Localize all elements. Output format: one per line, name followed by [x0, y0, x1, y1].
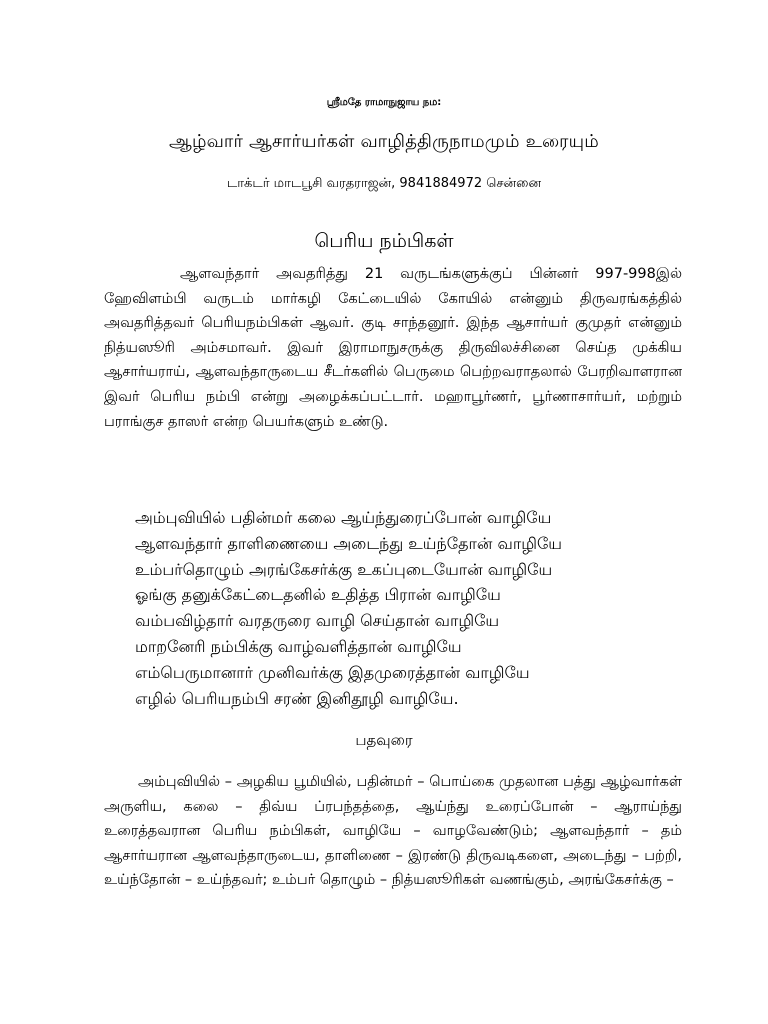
verse-line: அம்புவியில் பதின்மர் கலை ஆய்ந்துரைப்போன் வாழியே — [135, 508, 552, 527]
document-title: ஆழ்வார் ஆசார்யர்கள் வாழித்திருநாமமும் உரையும் — [169, 131, 599, 152]
verse-line: உம்பர்தொழும் அரங்கேசர்க்கு உகப்புடையோன் வாழியே — [135, 559, 553, 579]
commentary-heading: பதவுரை — [355, 731, 413, 749]
verse-block — [135, 505, 695, 711]
commentary-paragraph: அம்புவியில் – அழகிய பூமியில், பதின்மர் – பொய்கை முதலான பத்து ஆழ்வார்கள் அருளிய, கலை – திவ்ய ப்ரபந்தத்தை, ஆய்ந்து உரைப்போன் – ஆராய்ந்து உரைத்தவரான பெரிய நம்பிகள், வாழியே – வாழவேண்டும்; ஆளவந்தார் – தம் ஆசார்யரான ஆளவந்தாருடைய, தாளிணை – இரண்டு திருவடிகளை, அடைந்து – பற்றி, உய்ந்தோன் – உய்ந்தவர்; உம்பர் தொழும் – நித்யஸூரிகள் வணங்கும், அரங்கேசர்க்கு – — [104, 774, 682, 889]
verse-line: ஆளவந்தார் தாளிணையை அடைந்து உய்ந்தோன் வாழியே — [135, 533, 563, 553]
verse-line: மாறனேரி நம்பிக்கு வாழ்வளித்தான் வாழியே — [135, 636, 462, 656]
author-line: டாக்டர் மாடபூசி வரதராஜன், 9841884972 சென்னை — [226, 176, 542, 191]
verse-line: ஓங்கு தனுக்கேட்டைதனில் உதித்த பிரான் வாழியே — [135, 585, 501, 605]
verse-line: எம்பெருமானார் முனிவர்க்கு இதமுரைத்தான் வாழியே — [135, 662, 530, 682]
invocation-line: ஸ்ரீமதே ராமாநுஜாய நம: — [326, 97, 442, 108]
verse-line: வம்பவிழ்தார் வரதருரை வாழி செய்தான் வாழியே — [135, 611, 500, 631]
section-title: பெரிய நம்பிகள் — [314, 230, 454, 252]
verse-line: எழில் பெரியநம்பி சரண் இனிதூழி வாழியே. — [135, 688, 459, 708]
intro-paragraph: ஆளவந்தார் அவதரித்து 21 வருடங்களுக்குப் பின்னர் 997-998இல் ஹேவிளம்பி வருடம் மார்கழி கேட்டையில் கோயில் என்னும் திருவரங்கத்தில் அவதரித்தவர் பெரியநம்பிகள் ஆவர். குடி சாந்தனூர். இந்த ஆசார்யர் குமுதர் என்னும் நித்யஸூரி அம்சமாவர். இவர் இராமாநுசருக்கு திருவிலச்சினை செய்த முக்கிய ஆசார்யராய், ஆளவந்தாருடைய சீடர்களில் பெருமை பெற்றவராதலால் பேரறிவாளரான இவர் பெரிய நம்பி என்று அழைக்கப்பட்டார். மஹாபூர்ணர், பூர்ணாசார்யர், மற்றும் பராங்குச தாஸர் என்ற பெயர்களும் உண்டு. — [104, 266, 682, 430]
